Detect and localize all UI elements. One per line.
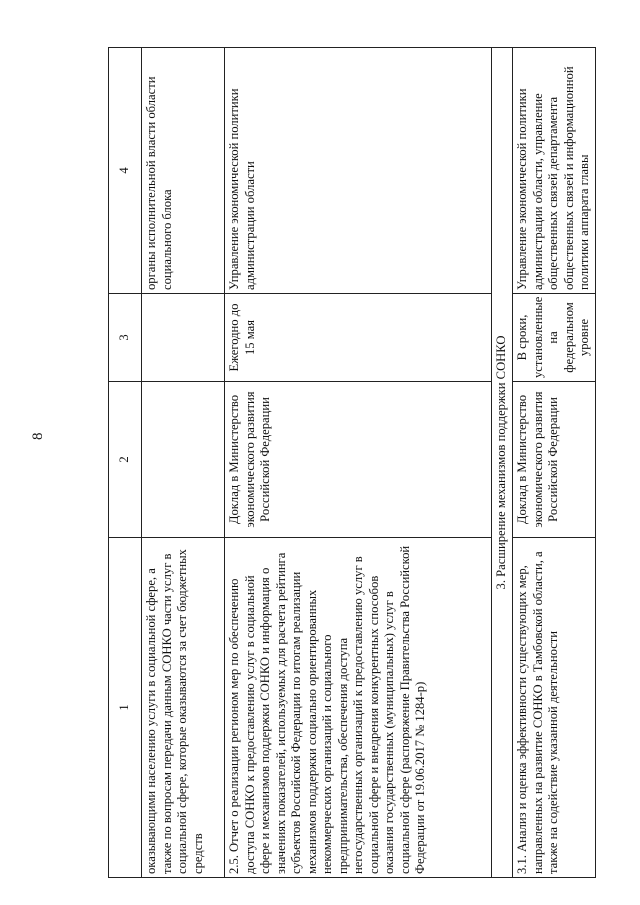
report-form-cell	[142, 382, 225, 538]
responsible-cell: органы исполнительной власти области социального блока	[142, 48, 225, 294]
table-header-row	[109, 48, 142, 878]
page-number: 8	[30, 432, 46, 440]
table-row	[513, 48, 596, 878]
responsible-cell: Управление экономической политики администрации области, управление общественных связей департамента общественных связей и информационной политики аппарата главы	[513, 48, 596, 294]
section-header-row	[492, 48, 513, 878]
header-cell-1: 1	[109, 538, 142, 878]
deadline-cell	[142, 294, 225, 382]
measure-cell: 3.1. Анализ и оценка эффективности существующих мер, направленных на развитие СОНКО в Тамбовской области, а также на содействие указанной деятельности	[513, 538, 596, 878]
table-row	[142, 48, 225, 878]
report-form-cell: Доклад в Министерство экономического развития Российской Федерации	[225, 382, 492, 538]
section-title: 3. Расширение механизмов поддержки СОНКО	[492, 48, 513, 878]
header-cell-4: 4	[109, 48, 142, 294]
measure-cell: 2.5. Отчет о реализации регионом мер по обеспечению доступа СОНКО к предоставлению услуг в социальной сфере и механизмов поддержки СОНКО и информация о значениях показателей, используемых для расчета рейтинга субъектов Российской Федерации по итогам реализации механизмов поддержки социально ориентированных некоммерческих организаций и социального предпринимательства, обеспечения доступа негосударственных организаций к предоставлению услуг в социальной сфере и внедрения конкурентных способов оказания государственных (муниципальных) услуг в социальной сфере (распоряжение Правительства Российской Федерации от 19.06.2017 № 1284-р)	[225, 538, 492, 878]
deadline-cell: В сроки, установленные на федеральном уровне	[513, 294, 596, 382]
header-cell-2: 2	[109, 382, 142, 538]
measure-cell: оказывающими населению услуги в социальной сфере, а также по вопросам передачи данным СОНКО части услуг в социальной сфере, которые оказываются за счет бюджетных средств	[142, 538, 225, 878]
rotated-table-container	[108, 48, 591, 878]
table-row	[225, 48, 492, 878]
responsible-cell: Управление экономической политики администрации области	[225, 48, 492, 294]
header-cell-3: 3	[109, 294, 142, 382]
deadline-cell: Ежегодно до 15 мая	[225, 294, 492, 382]
report-form-cell: Доклад в Министерство экономического развития Российской Федерации	[513, 382, 596, 538]
measures-table	[108, 47, 596, 878]
